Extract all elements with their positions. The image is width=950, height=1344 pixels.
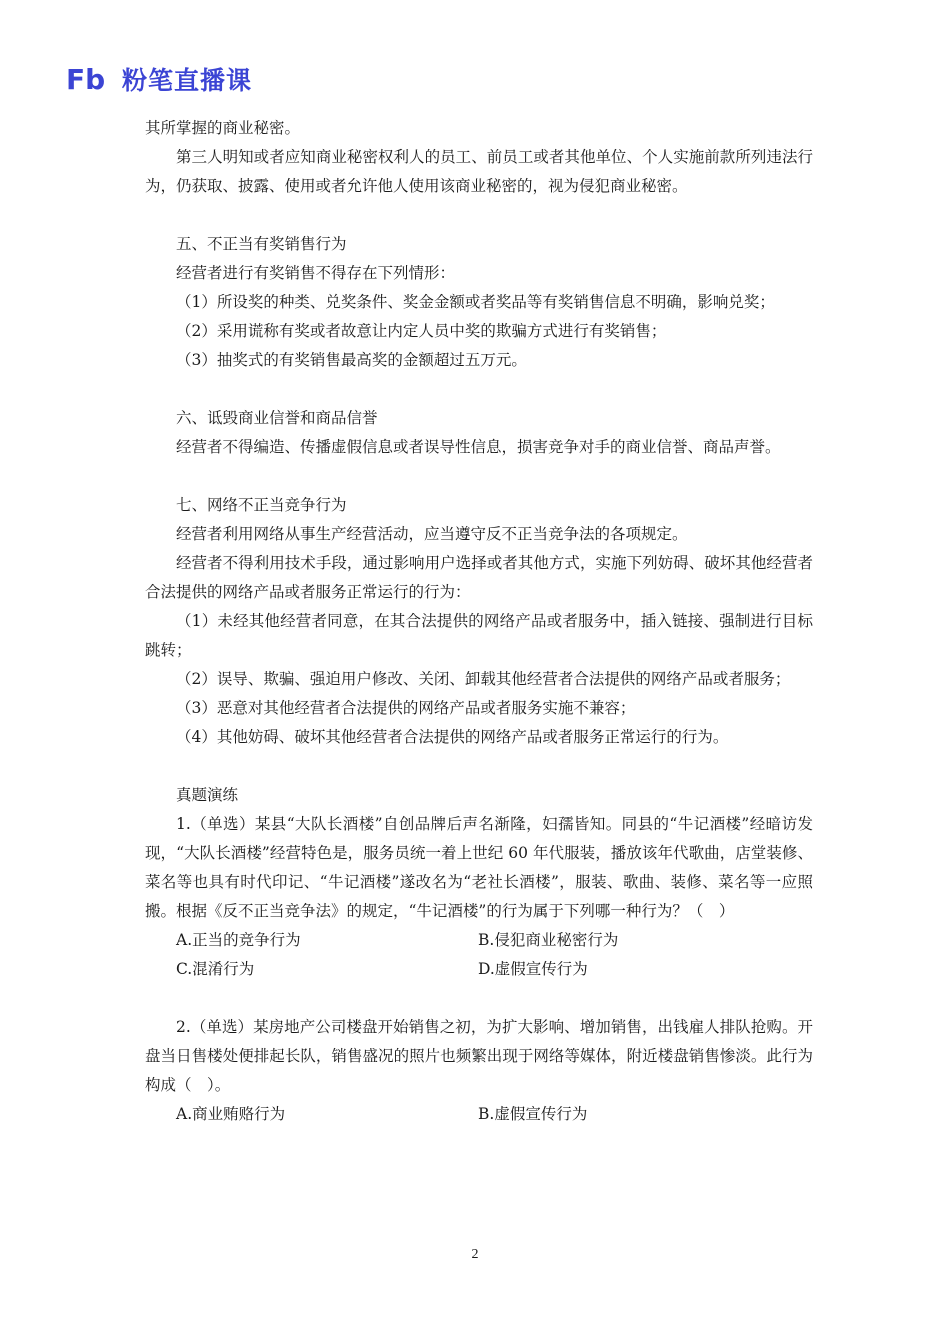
option: B.虚假宣传行为 bbox=[478, 1105, 588, 1123]
brand-name: 粉笔直播课 bbox=[122, 66, 253, 95]
section-heading: 真题演练 bbox=[176, 786, 239, 804]
question-stem: 2.（单选）某房地产公司楼盘开始销售之初，为扩大影响、增加销售，出钱雇人排队抢购。开盘当日售楼处便排起长队，销售盛况的照片也频繁出现于网络等媒体，附近楼盘销售惨淡。此行为构成（ ）。 bbox=[145, 1018, 813, 1094]
option-row bbox=[145, 955, 813, 984]
option: C.混淆行为 bbox=[176, 960, 255, 978]
document-body bbox=[145, 114, 813, 1129]
option: A.商业贿赂行为 bbox=[176, 1105, 286, 1123]
paragraph: 第三人明知或者应知商业秘密权利人的员工、前员工或者其他单位、个人实施前款所列违法行为，仍获取、披露、使用或者允许他人使用该商业秘密的，视为侵犯商业秘密。 bbox=[145, 148, 813, 195]
paragraph: 经营者不得利用技术手段，通过影响用户选择或者其他方式，实施下列妨碍、破坏其他经营者合法提供的网络产品或者服务正常运行的行为： bbox=[145, 554, 813, 601]
section-heading: 七、网络不正当竞争行为 bbox=[176, 496, 347, 514]
question-stem: 1.（单选）某县“大队长酒楼”自创品牌后声名渐隆，妇孺皆知。同县的“牛记酒楼”经暗访发现，“大队长酒楼”经营特色是，服务员统一着上世纪 60 年代服装，播放该年代歌曲，店堂装修、菜名等也具有时代印记、“牛记酒楼”遂改名为“老社长酒楼”，服装、歌曲、装修、菜名等一应照搬。根据《反不正当竞争法》的规定，“牛记酒楼”的行为属于下列哪一种行为？（ ） bbox=[145, 815, 813, 920]
section-heading: 五、不正当有奖销售行为 bbox=[176, 235, 347, 253]
list-item: （3）抽奖式的有奖销售最高奖的金额超过五万元。 bbox=[176, 351, 527, 369]
list-item: （4）其他妨碍、破坏其他经营者合法提供的网络产品或者服务正常运行的行为。 bbox=[176, 728, 729, 746]
list-item: （1）所设奖的种类、兑奖条件、奖金金额或者奖品等有奖销售信息不明确，影响兑奖； bbox=[176, 293, 775, 311]
list-item: （3）恶意对其他经营者合法提供的网络产品或者服务实施不兼容； bbox=[176, 699, 636, 717]
option: D.虚假宣传行为 bbox=[478, 960, 588, 978]
option: B.侵犯商业秘密行为 bbox=[478, 931, 619, 949]
option-row bbox=[145, 1100, 813, 1129]
list-item: （2）误导、欺骗、强迫用户修改、关闭、卸载其他经营者合法提供的网络产品或者服务； bbox=[176, 670, 791, 688]
fenbi-logo-icon bbox=[66, 64, 114, 94]
svg-text:Fb: Fb bbox=[66, 64, 106, 94]
paragraph: 经营者进行有奖销售不得存在下列情形： bbox=[176, 264, 456, 282]
brand-logo bbox=[66, 62, 252, 96]
list-item: （2）采用谎称有奖或者故意让内定人员中奖的欺骗方式进行有奖销售； bbox=[176, 322, 667, 340]
option: A.正当的竞争行为 bbox=[176, 931, 301, 949]
section-heading: 六、诋毁商业信誉和商品信誉 bbox=[176, 409, 378, 427]
list-item: （1）未经其他经营者同意，在其合法提供的网络产品或者服务中，插入链接、强制进行目标跳转； bbox=[145, 612, 813, 659]
page-number: 2 bbox=[471, 1247, 479, 1262]
paragraph: 其所掌握的商业秘密。 bbox=[145, 119, 301, 137]
paragraph: 经营者不得编造、传播虚假信息或者误导性信息，损害竞争对手的商业信誉、商品声誉。 bbox=[176, 438, 781, 456]
option-row bbox=[145, 926, 813, 955]
paragraph: 经营者利用网络从事生产经营活动，应当遵守反不正当竞争法的各项规定。 bbox=[176, 525, 688, 543]
